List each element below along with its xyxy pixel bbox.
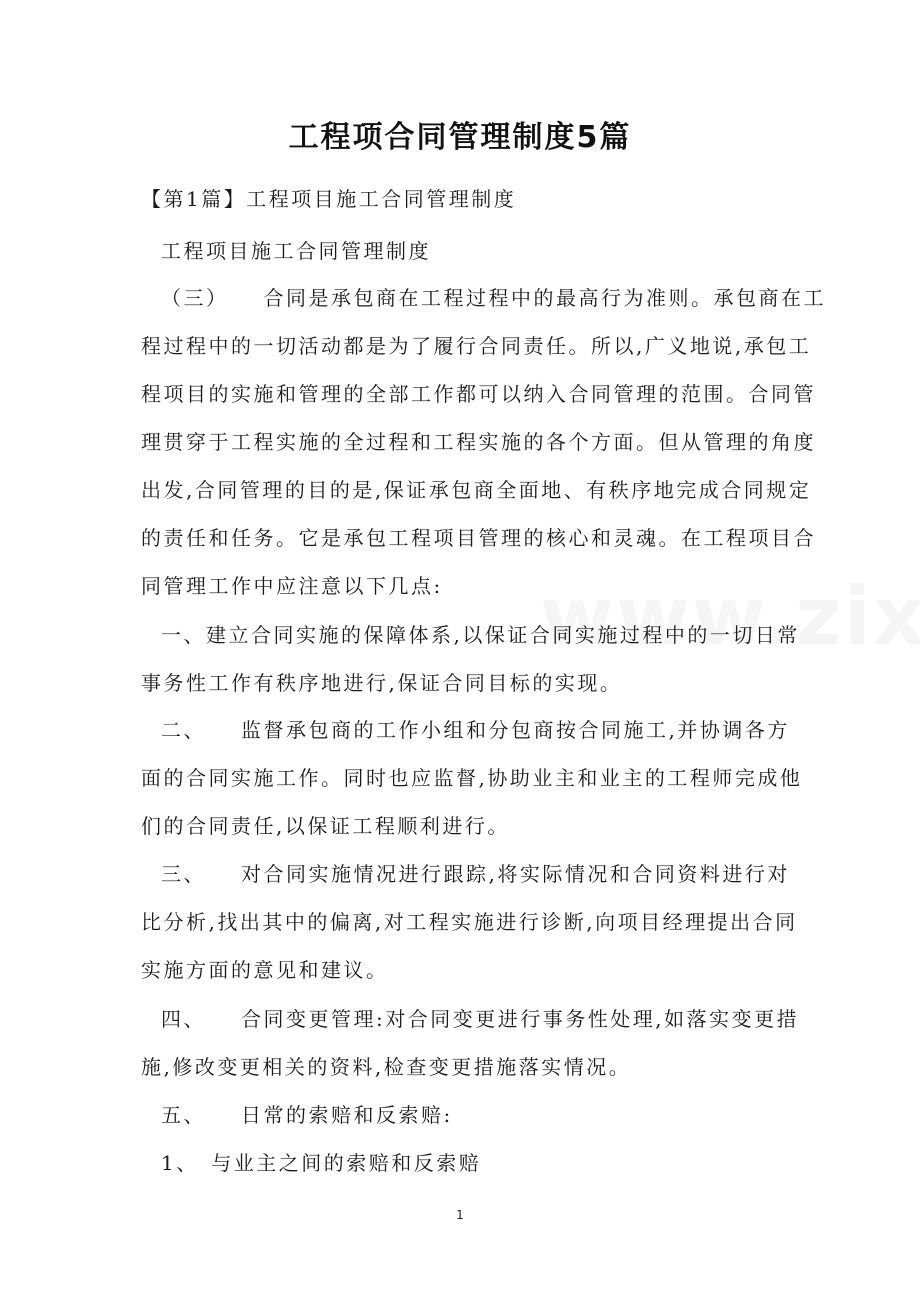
paragraph-line: （三） 合同是承包商在工程过程中的最高行为准则。承包商在工 xyxy=(161,286,826,310)
list-item-line: 三、 对合同实施情况进行跟踪,将实际情况和合同资料进行对 xyxy=(161,862,790,886)
paragraph-line: 程过程中的一切活动都是为了履行合同责任。所以,广义地说,承包工 xyxy=(141,334,812,358)
watermark xyxy=(540,570,920,663)
list-item-line: 比分析,找出其中的偏离,对工程实施进行诊断,向项目经理提出合同 xyxy=(141,910,798,934)
section-heading: 【第1篇】工程项目施工合同管理制度 xyxy=(141,187,517,211)
list-item-line: 二、 监督承包商的工作小组和分包商按合同施工,并协调各方 xyxy=(161,718,790,742)
paragraph-line: 同管理工作中应注意以下几点: xyxy=(141,574,443,598)
paragraph-line: 程项目的实施和管理的全部工作都可以纳入合同管理的范围。合同管 xyxy=(141,382,816,406)
list-item-line: 实施方面的意见和建议。 xyxy=(141,958,389,982)
page-number: 1 xyxy=(456,1208,464,1222)
paragraph-line: 理贯穿于工程实施的全过程和工程实施的各个方面。但从管理的角度 xyxy=(141,430,816,454)
paragraph-line: 的责任和任务。它是承包工程项目管理的核心和灵魂。在工程项目合 xyxy=(141,526,816,550)
list-item-line: 面的合同实施工作。同时也应监督,协助业主和业主的工程师完成他 xyxy=(141,766,803,790)
subtitle-line: 工程项目施工合同管理制度 xyxy=(161,239,431,263)
list-item-line: 一、建立合同实施的保障体系,以保证合同实施过程中的一切日常 xyxy=(161,623,800,647)
list-item-line: 五、 日常的索赔和反索赔: xyxy=(161,1103,453,1127)
list-item-line: 们的合同责任,以保证工程顺利进行。 xyxy=(141,814,510,838)
list-item-line: 事务性工作有秩序地进行,保证合同目标的实现。 xyxy=(141,671,623,695)
list-item-line: 1、 与业主之间的索赔和反索赔 xyxy=(161,1151,482,1175)
list-item-line: 四、 合同变更管理:对合同变更进行事务性处理,如落实变更措 xyxy=(161,1007,800,1031)
paragraph-line: 出发,合同管理的目的是,保证承包商全面地、有秩序地完成合同规定 xyxy=(141,478,812,502)
page-title: 工程项合同管理制度5篇 xyxy=(288,120,632,155)
list-item-line: 施,修改变更相关的资料,检查变更措施落实情况。 xyxy=(141,1055,632,1079)
